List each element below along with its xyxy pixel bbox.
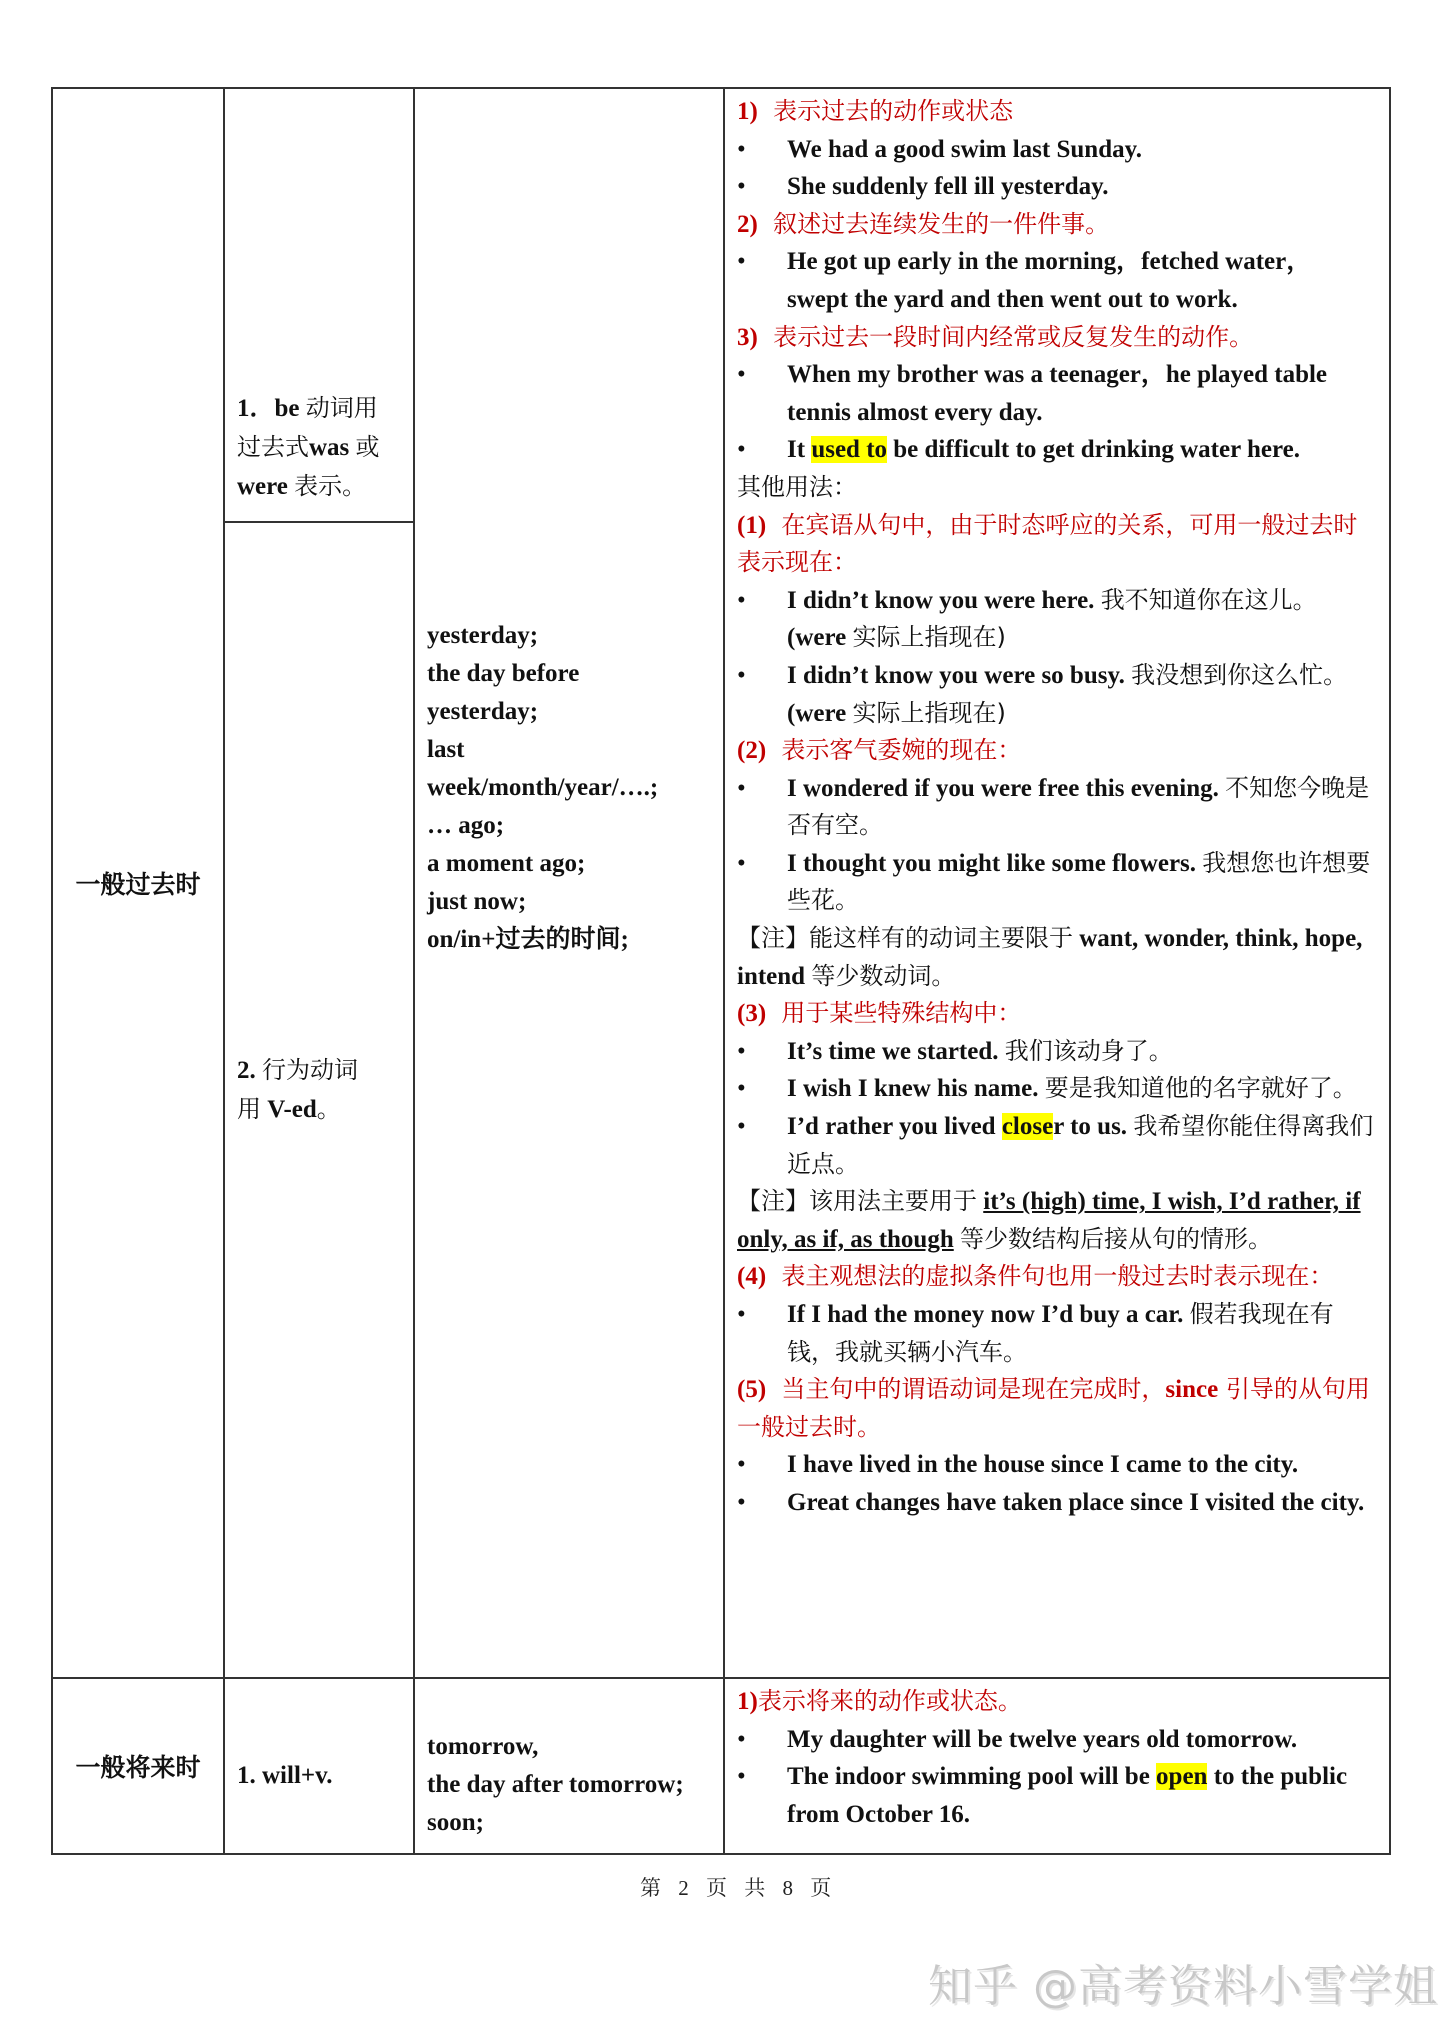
form-be-verb: 1．be 动词用 过去式was 或 were 表示。 — [224, 88, 414, 522]
highlight: close — [1001, 1113, 1054, 1141]
example-item: • She suddenly fell ill yesterday. — [737, 173, 1109, 201]
signal-word: tomorrow, — [427, 1733, 539, 1760]
highlight: used to — [811, 436, 888, 464]
signal-word: yesterday; — [427, 698, 539, 725]
page-number: 第 2 页 共 8 页 — [640, 1876, 838, 1900]
form-regular-verb: 2. 行为动词 用 V-ed。 — [224, 522, 414, 1678]
note: 【注】能这样有的动词主要限于 want, wonder, think, hope, intend 等少数动词。 — [737, 924, 1363, 990]
example-item: • If I had the money now I’d buy a car. 假若我现在有钱，我就买辆小汽车。 — [737, 1300, 1334, 1366]
form-will-verb: 1. will+v. — [224, 1678, 414, 1854]
tense-name-past: 一般过去时 — [52, 88, 224, 1678]
usage-heading: (3) 用于某些特殊结构中： — [737, 999, 1022, 1028]
signal-word: just now; — [427, 888, 527, 915]
example-item: • I wondered if you were free this evening. 不知您今晚是否有空。 — [737, 773, 1370, 840]
usage-heading: (1) 在宾语从句中，由于时态呼应的关系，可用一般过去时表示现在： — [737, 510, 1358, 577]
signal-word: soon; — [427, 1809, 484, 1836]
time-signal-words-future — [414, 1678, 724, 1854]
example-item: • He got up early in the morning，fetched water， swept the yard and then went out to work. — [737, 248, 1312, 313]
signal-word: … ago; — [427, 812, 505, 839]
example-item: • It used to be difficult to get drinking water here. — [737, 436, 1300, 464]
usage-future — [724, 1678, 1390, 1854]
table-row-past-simple — [52, 88, 1390, 522]
tense-table — [51, 87, 1391, 1855]
example-item: • My daughter will be twelve years old tomorrow. — [737, 1725, 1298, 1753]
signal-word: the day after tomorrow; — [427, 1771, 684, 1798]
watermark: 知乎 @高考资料小雪学姐 — [928, 1961, 1438, 2012]
example-item: • I wish I knew his name. 要是我知道他的名字就好了。 — [737, 1074, 1357, 1103]
signal-word: a moment ago; — [427, 850, 586, 877]
note: 【注】该用法主要用于 it’s (high) time, I wish, I’d rather, if only, as if, as though 等少数结构后接从句的情形。 — [737, 1187, 1361, 1253]
usage-heading: 3) 表示过去一段时间内经常或反复发生的动作。 — [737, 322, 1254, 351]
example-item: • I have lived in the house since I came to the city. — [737, 1451, 1299, 1479]
highlight: open — [1156, 1763, 1208, 1791]
signal-word: the day before — [427, 660, 580, 687]
example-item: • When my brother was a teenager，he played table tennis almost every day. — [737, 361, 1328, 426]
example-item: • It’s time we started. 我们该动身了。 — [737, 1036, 1173, 1065]
usage-past — [724, 88, 1390, 1678]
tense-name-future: 一般将来时 — [52, 1678, 224, 1854]
signal-word: week/month/year/….; — [427, 774, 659, 801]
signal-word: on/in+过去的时间; — [427, 926, 629, 953]
usage-heading: 1)表示将来的动作或状态。 — [737, 1687, 1022, 1715]
other-usages-label: 其他用法： — [737, 472, 857, 501]
signal-word: last — [427, 736, 465, 763]
example-item: • I didn’t know you were so busy. 我没想到你这么忙。 (were 实际上指现在) — [737, 660, 1348, 727]
example-item: • The indoor swimming pool will be open to the public from October 16. — [737, 1763, 1348, 1828]
example-item: • I didn’t know you were here. 我不知道你在这儿。 (were 实际上指现在) — [737, 585, 1317, 652]
usage-heading: (2) 表示客气委婉的现在： — [737, 736, 1022, 765]
example-item: • Great changes have taken place since I visited the city. — [737, 1488, 1365, 1516]
usage-heading: (5) 当主句中的谓语动词是现在完成时，since 引导的从句用一般过去时。 — [737, 1375, 1370, 1441]
table-row-future-simple — [52, 1678, 1390, 1854]
usage-heading: 1) 表示过去的动作或状态 — [737, 97, 1014, 125]
signal-word: yesterday; — [427, 622, 539, 649]
usage-heading: (4) 表主观想法的虚拟条件句也用一般过去时表示现在： — [737, 1262, 1334, 1291]
example-item: • I’d rather you lived closer to us. 我希望你能住得离我们近点。 — [737, 1112, 1374, 1178]
example-item: • I thought you might like some flowers. 我想您也许想要些花。 — [737, 848, 1371, 915]
example-item: • We had a good swim last Sunday. — [737, 135, 1142, 163]
time-signal-words-past — [414, 88, 724, 1678]
usage-heading: 2) 叙述过去连续发生的一件件事。 — [737, 209, 1110, 238]
